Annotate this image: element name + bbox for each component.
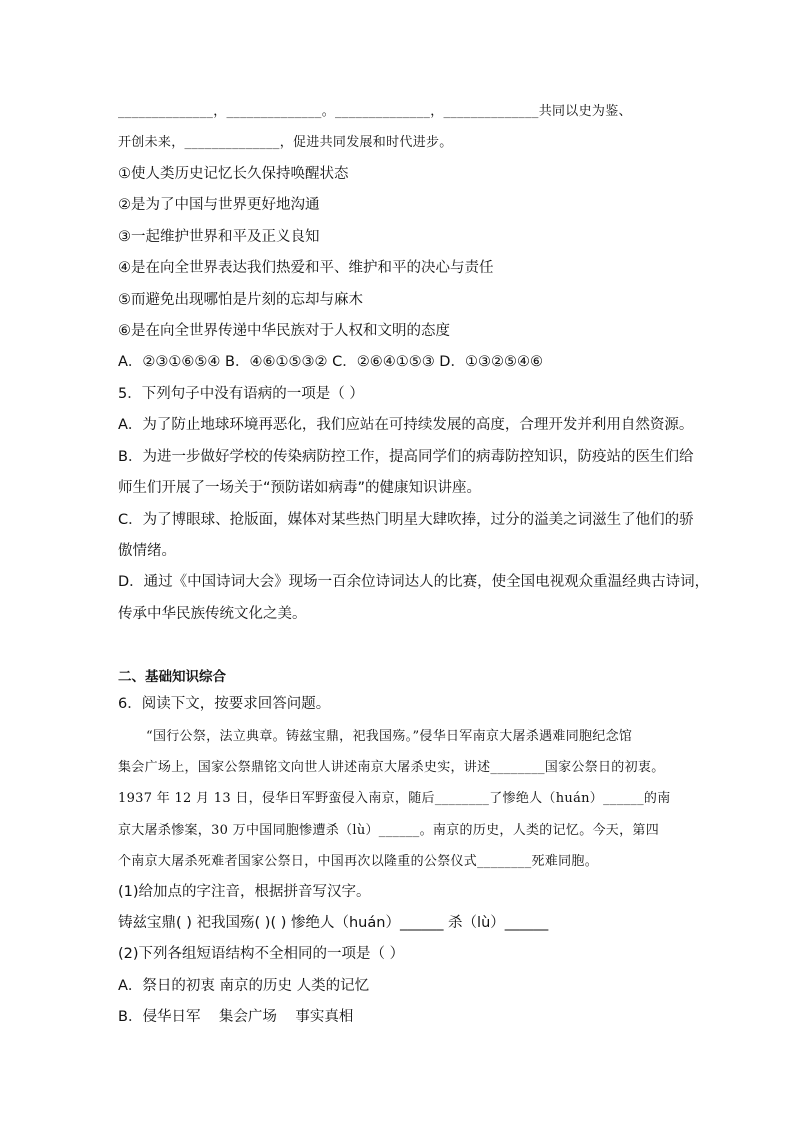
- q4-item-4: ④是在向全世界表达我们热爱和平、维护和平的决心与责任: [118, 260, 494, 276]
- q6-sub1-answer-line: 铸兹宝鼎( ) 祀我国殇( )( ) 惨绝人（huán）______ 杀（lù）______: [118, 915, 549, 931]
- passage-line-1: “国行公祭，法立典章。铸兹宝鼎，祀我国殇。”侵华日军南京大屠杀遇难同胞纪念馆: [146, 729, 633, 744]
- q5-stem: 5．下列句子中没有语病的一项是（ ）: [118, 386, 364, 402]
- passage-line-5: 个南京大屠杀死难者国家公祭日，中国再次以隆重的公祭仪式________死难同胞。: [118, 854, 598, 869]
- q6-stem: 6．阅读下文，按要求回答问题。: [118, 696, 331, 712]
- q5-option-b-line-2: 师生们开展了一场关于“预防诺如病毒”的健康知识讲座。: [118, 480, 482, 496]
- q4-item-2: ②是为了中国与世界更好地沟通: [118, 197, 320, 213]
- q5-option-c-line-1: C．为了博眼球、抢版面，媒体对某些热门明星大肆吹捧，过分的溢美之词滋生了他们的骄: [118, 512, 694, 528]
- q5-option-d-line-1: D．通过《中国诗词大会》现场一百余位诗词达人的比赛，使全国电视观众重温经典古诗词，: [118, 574, 710, 590]
- q4-blank-line-2: 开创未来，______________，促进共同发展和时代进步。: [118, 135, 453, 150]
- q6-sub1-stem: (1)给加点的字注音，根据拼音写汉字。: [118, 884, 371, 900]
- passage-line-2: 集会广场上，国家公祭鼎铭文向世人讲述南京大屠杀史实，讲述________国家公祭日的初衷。: [118, 760, 665, 775]
- section-heading: 二、基础知识综合: [118, 669, 226, 685]
- q4-item-1: ①使人类历史记忆长久保持唤醒状态: [118, 166, 349, 182]
- q4-item-6: ⑥是在向全世界传递中华民族对于人权和文明的态度: [118, 323, 450, 339]
- q6-sub2-stem: (2)下列各组短语结构不全相同的一项是（ ）: [118, 946, 405, 962]
- q5-option-a: A．为了防止地球环境再恶化，我们应站在可持续发展的高度，合理开发并利用自然资源。: [118, 417, 694, 433]
- q4-blank-line-1: ______________，______________。______________，______________共同以史为鉴、: [118, 104, 632, 119]
- q5-option-c-line-2: 傲情绪。: [118, 543, 176, 559]
- passage-line-4: 京大屠杀惨案，30 万中国同胞惨遭杀（lù）______。南京的历史，人类的记忆。今天，第四: [118, 823, 660, 838]
- q5-option-d-line-2: 传承中华民族传统文化之美。: [118, 606, 307, 622]
- q4-options: A．②③①⑥⑤④ B．④⑥①⑤③② C．②⑥④①⑤③ D．①③②⑤④⑥: [118, 354, 543, 370]
- q6-sub2-option-a: A．祭日的初衷 南京的历史 人类的记忆: [118, 978, 370, 994]
- passage-line-3: 1937 年 12 月 13 日，侵华日军野蛮侵入南京，随后________了惨绝人（huán）______的南: [118, 791, 671, 806]
- q4-item-5: ⑤而避免出现哪怕是片刻的忘却与麻木: [118, 292, 363, 308]
- q6-sub2-option-b: B．侵华日军 集会广场 事实真相: [118, 1009, 354, 1025]
- q5-option-b-line-1: B．为进一步做好学校的传染病防控工作，提高同学们的病毒防控知识，防疫站的医生们给: [118, 449, 694, 465]
- q4-item-3: ③一起维护世界和平及正义良知: [118, 229, 320, 245]
